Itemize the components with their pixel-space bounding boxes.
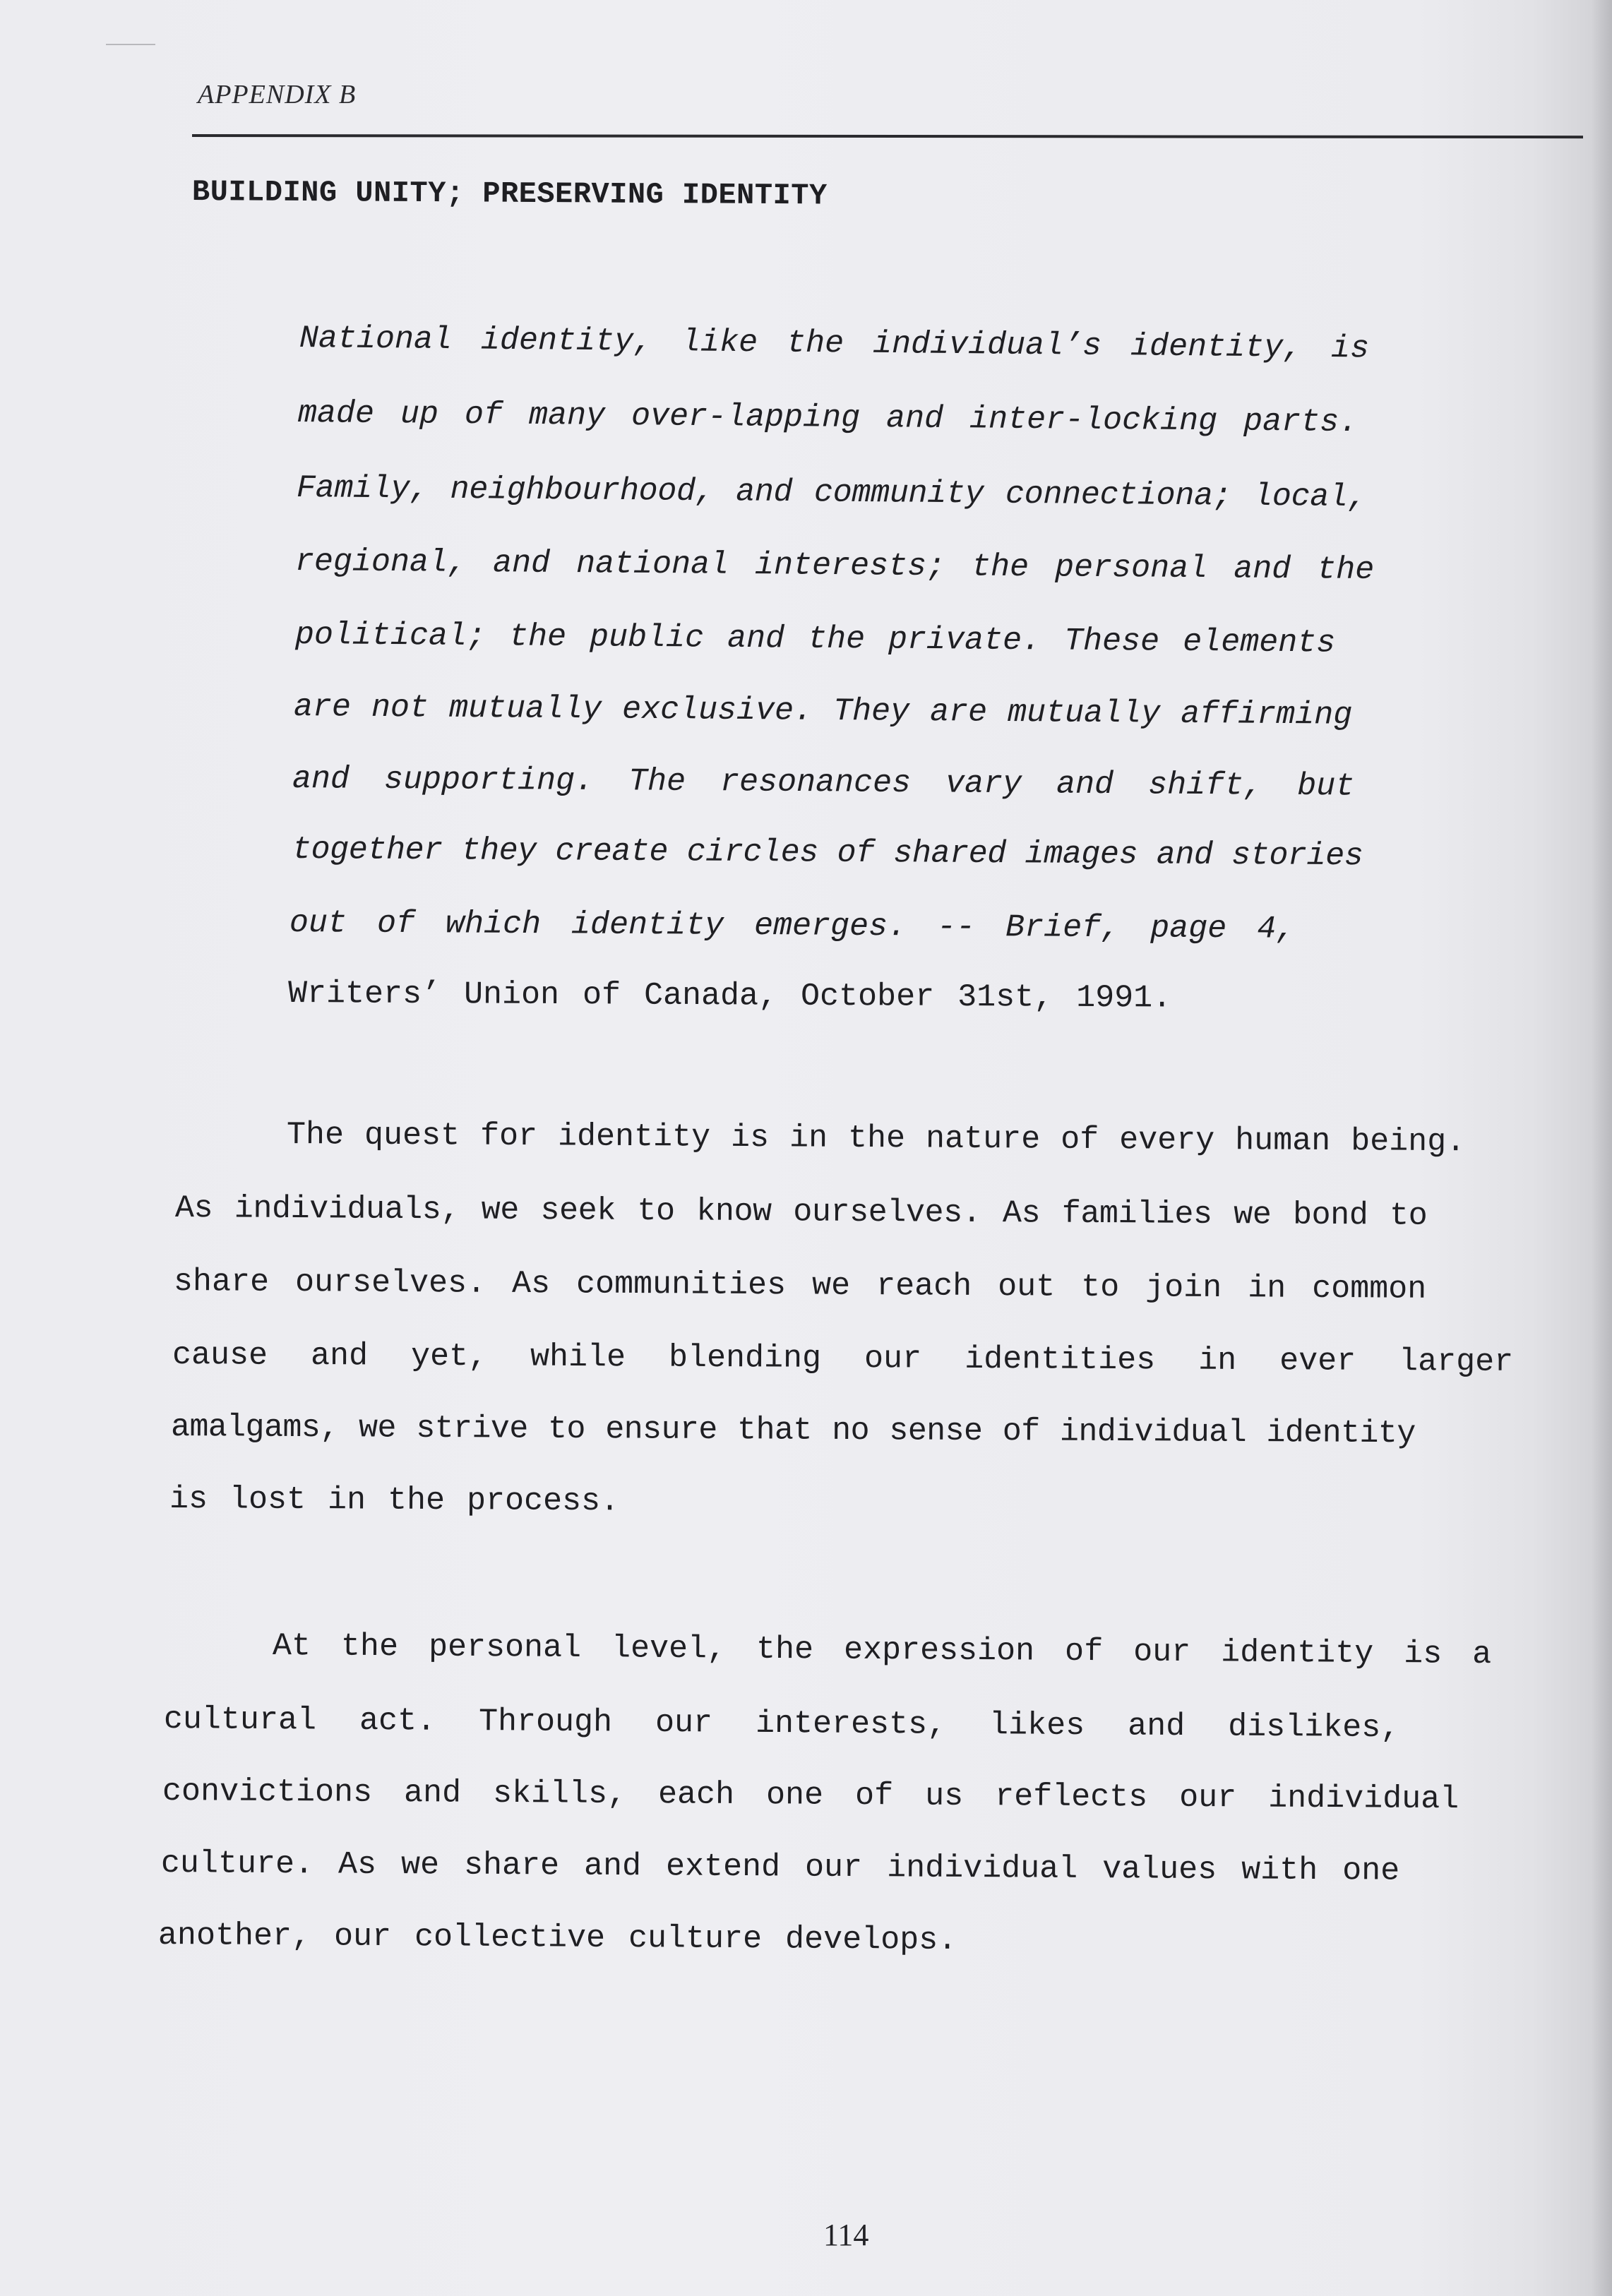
section-heading: BUILDING UNITY; PRESERVING IDENTITY <box>191 175 828 213</box>
page-binding-shadow <box>1591 0 1612 2296</box>
paragraph-line: As individuals, we seek to know ourselves. As families we bond to <box>174 1190 1428 1234</box>
paragraph-line: convictions and skills, each one of us reflects our individual <box>162 1774 1459 1818</box>
paragraph-line: culture. As we share and extend our individual values with one <box>160 1846 1400 1889</box>
paragraph-line: The quest for identity is in the nature of every human being. <box>286 1117 1466 1161</box>
quote-line: National identity, like the individual’s identity, is <box>299 321 1370 367</box>
quote-line: out of which identity emerges. -- Brief, page 4, <box>289 905 1296 947</box>
running-head: APPENDIX B <box>198 80 357 109</box>
header-rule <box>192 134 1583 138</box>
paragraph-line: is lost in the process. <box>169 1481 620 1520</box>
quote-line: made up of many over-lapping and inter-locking parts. <box>297 395 1359 441</box>
paragraph-line: At the personal level, the expression of our identity is a <box>272 1628 1492 1673</box>
paragraph-line: cultural act. Through our interests, likes and dislikes, <box>163 1702 1400 1747</box>
quote-line: are not mutually exclusive. They are mutually affirming <box>293 689 1353 734</box>
quote-line: Family, neighbourhood, and community connectiona; local, <box>296 470 1367 516</box>
paragraph-line: amalgams, we strive to ensure that no sense of individual identity <box>170 1409 1416 1452</box>
quote-line: and supporting. The resonances vary and shift, but <box>292 761 1355 805</box>
page-number: 114 <box>823 2218 869 2252</box>
scan-mark <box>106 44 155 45</box>
quote-line: together they create circles of shared images and stories <box>292 832 1363 875</box>
paragraph-line: another, our collective culture develops. <box>157 1918 957 1959</box>
quote-line: regional, and national interests; the personal and the <box>294 544 1375 589</box>
paragraph-line: share ourselves. As communities we reach out to join in common <box>173 1264 1427 1308</box>
paragraph-line: cause and yet, while blending our identities in ever larger <box>172 1337 1514 1380</box>
quote-line: political; the public and the private. These elements <box>294 617 1336 662</box>
quote-line: Writers’ Union of Canada, October 31st, 1991. <box>287 976 1172 1017</box>
